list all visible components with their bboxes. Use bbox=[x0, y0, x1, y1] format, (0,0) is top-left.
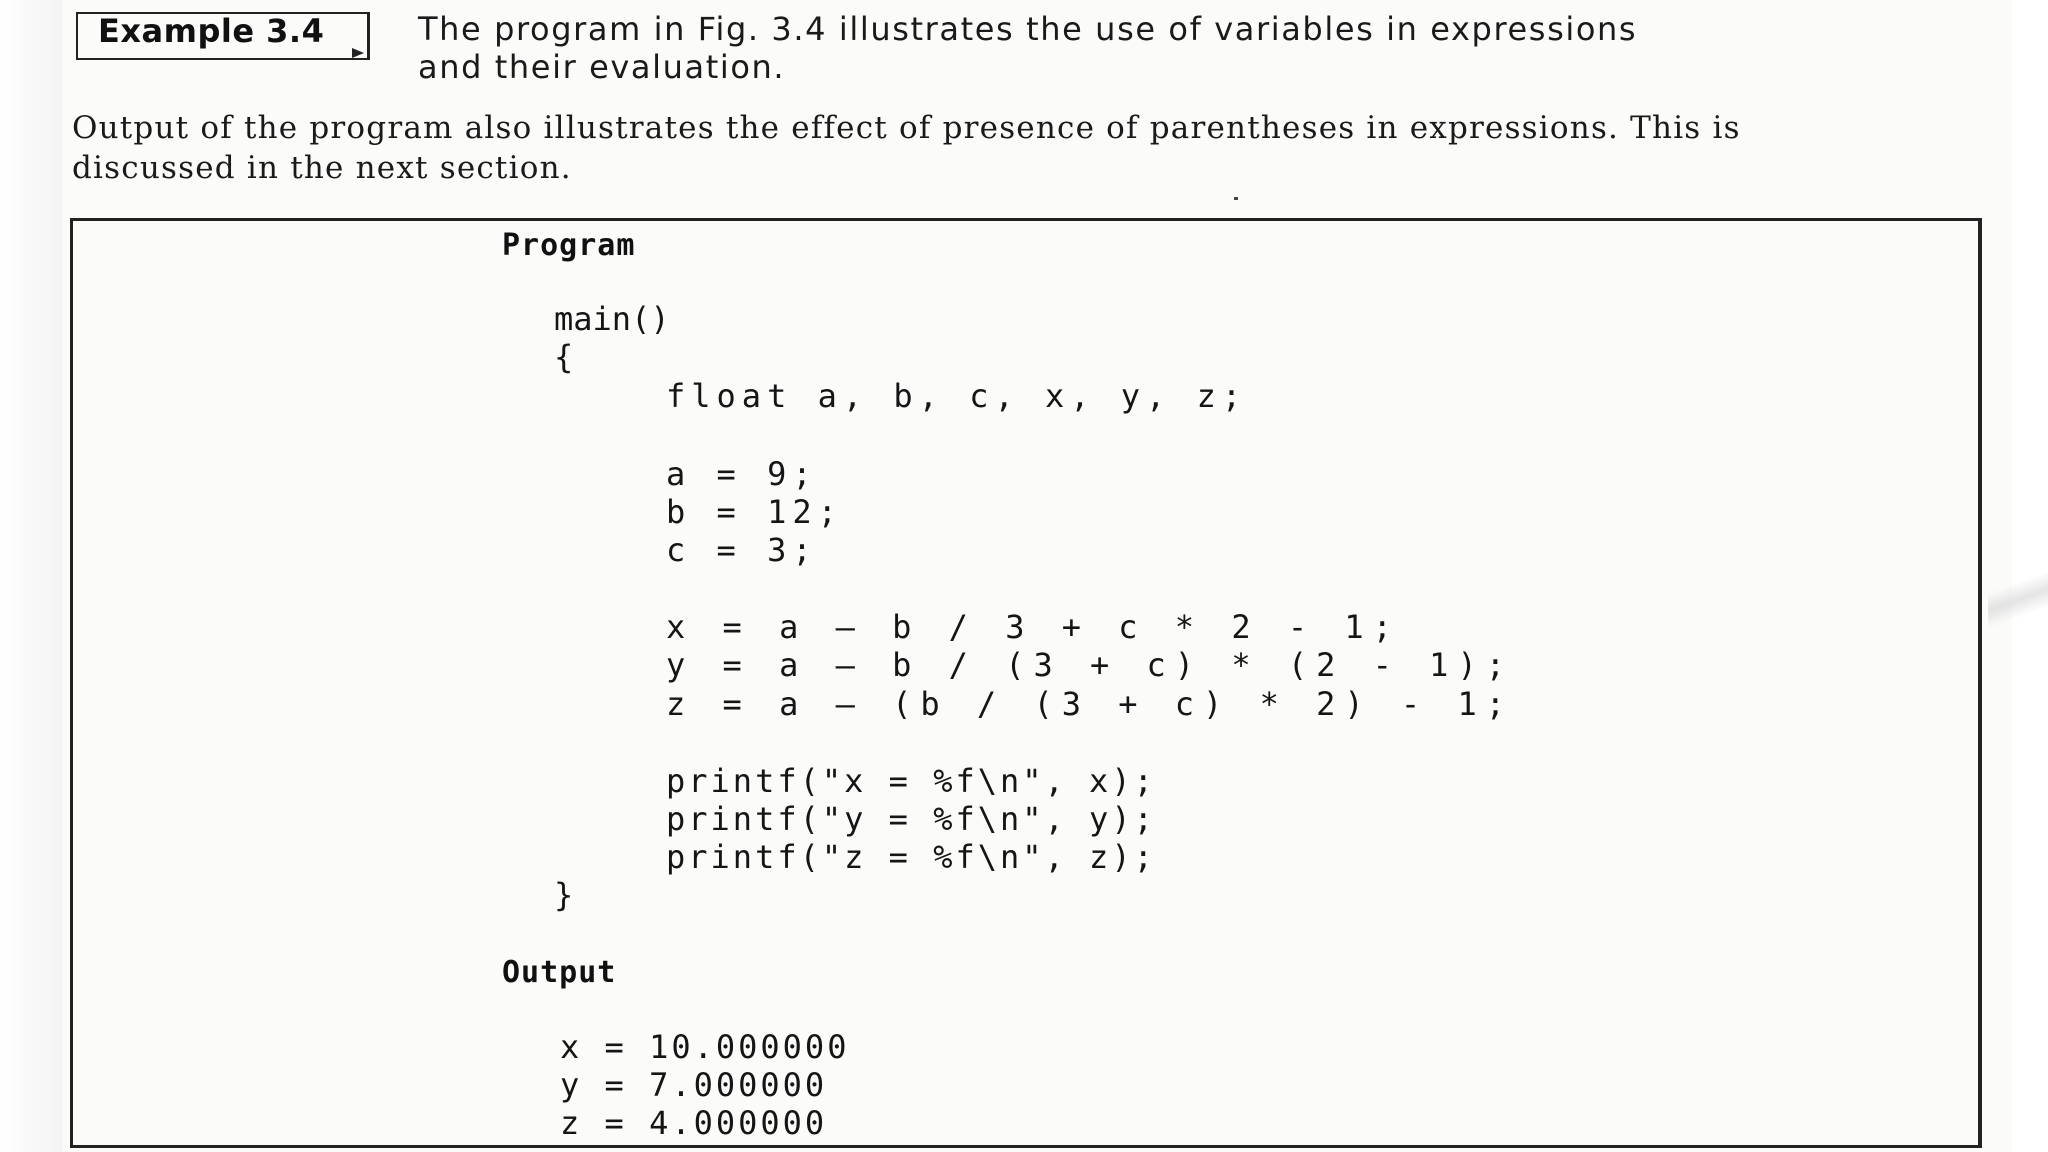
code-line-printf-z: printf("z = %f\n", z); bbox=[666, 838, 1156, 876]
output-line-y: y = 7.000000 bbox=[560, 1066, 828, 1104]
example-intro bbox=[418, 10, 1998, 86]
code-line-assign-a: a = 9; bbox=[666, 455, 818, 493]
example-intro-line-1: The program in Fig. 3.4 illustrates the use of variables in expressions bbox=[418, 10, 1638, 48]
output-note-paragraph bbox=[72, 108, 2002, 188]
page-curl-shadow bbox=[1988, 520, 2048, 680]
print-speck bbox=[1234, 197, 1238, 200]
code-line-printf-y: printf("y = %f\n", y); bbox=[666, 800, 1156, 838]
output-note-line-1: Output of the program also illustrates the effect of presence of parentheses in expressions. This is bbox=[72, 110, 1741, 146]
page-edge-shadow bbox=[0, 0, 62, 1152]
code-line-open-brace: { bbox=[554, 338, 574, 376]
output-line-z: z = 4.000000 bbox=[560, 1104, 828, 1142]
code-line-printf-x: printf("x = %f\n", x); bbox=[666, 762, 1156, 800]
code-line-assign-b: b = 12; bbox=[666, 493, 843, 531]
code-line-main: main() bbox=[554, 300, 670, 338]
code-line-expr-y: y = a – b / (3 + c) * (2 - 1); bbox=[666, 646, 1514, 684]
code-line-declaration: float a, b, c, x, y, z; bbox=[666, 377, 1248, 415]
code-line-expr-x: x = a – b / 3 + c * 2 - 1; bbox=[666, 608, 1401, 646]
code-line-close-brace: } bbox=[554, 876, 574, 914]
example-intro-line-2: and their evaluation. bbox=[418, 48, 786, 86]
output-line-x: x = 10.000000 bbox=[560, 1028, 850, 1066]
code-line-expr-z: z = a – (b / (3 + c) * 2) - 1; bbox=[666, 685, 1514, 723]
output-heading: Output bbox=[502, 955, 617, 990]
output-note-line-2: discussed in the next section. bbox=[72, 150, 572, 186]
example-label: Example 3.4 bbox=[98, 12, 325, 50]
example-box-arrow-icon bbox=[352, 48, 364, 58]
program-heading: Program bbox=[502, 228, 636, 263]
code-line-assign-c: c = 3; bbox=[666, 531, 818, 569]
